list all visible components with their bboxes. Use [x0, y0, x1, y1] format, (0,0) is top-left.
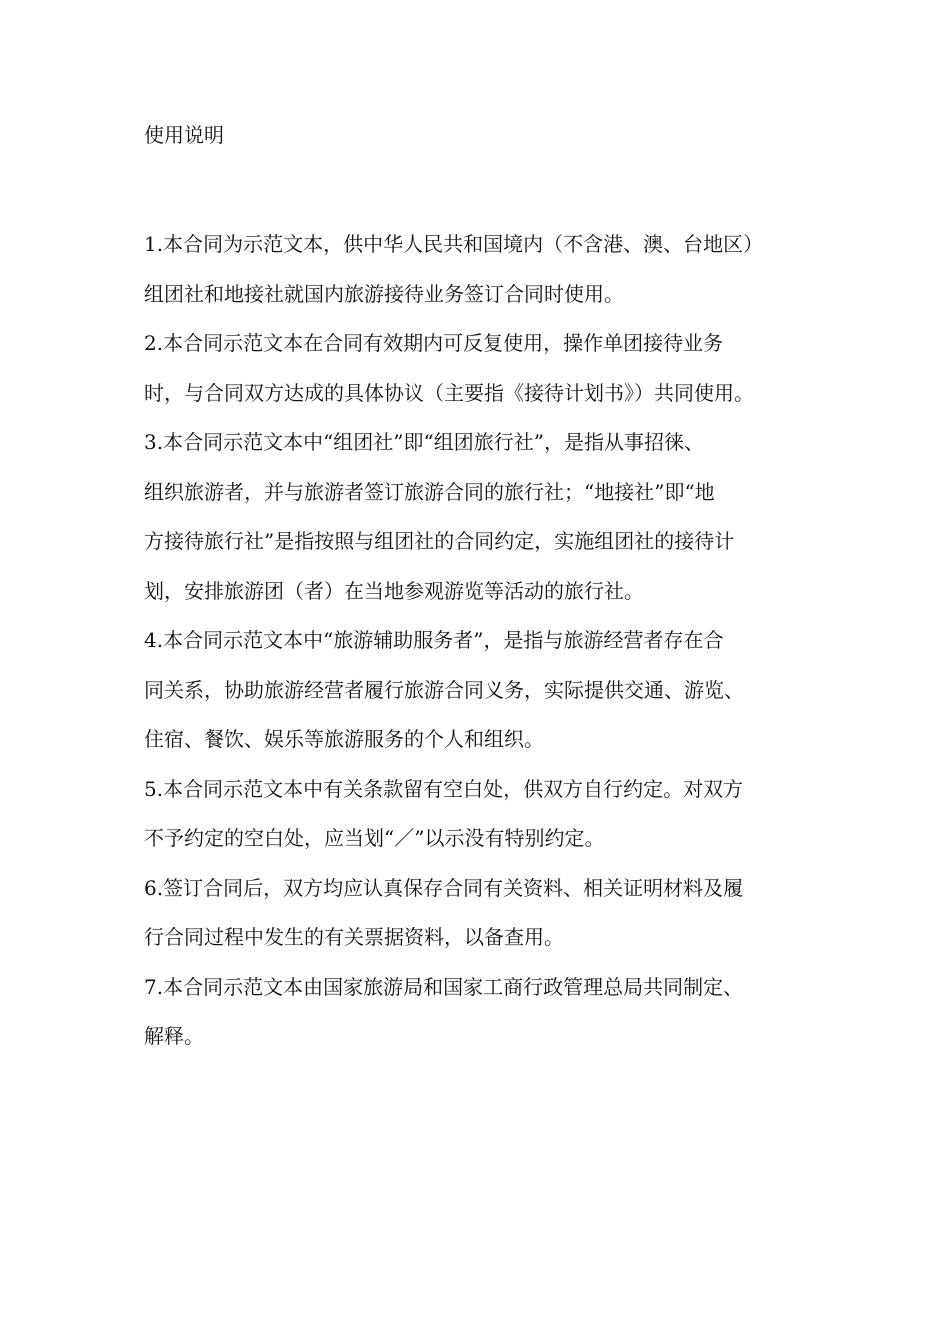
instruction-paragraph-6: [144, 864, 809, 963]
paragraph-line: 组织旅游者，并与旅游者签订旅游合同的旅行社；“地接社”即“地: [144, 479, 715, 504]
paragraph-line: 划，安排旅游团（者）在当地参观游览等活动的旅行社。: [144, 578, 644, 603]
instruction-paragraph-1: [144, 220, 809, 319]
paragraph-line: 住宿、餐饮、娱乐等旅游服务的个人和组织。: [144, 727, 544, 751]
paragraph-line: 不予约定的空白处，应当划“／”以示没有特别约定。: [144, 826, 605, 850]
instruction-paragraph-2: [144, 319, 809, 418]
paragraph-line: 组团社和地接社就国内旅游接待业务签订合同时使用。: [144, 281, 624, 306]
instructions-body: [144, 220, 809, 1062]
paragraph-line: 2.本合同示范文本在合同有效期内可反复使用，操作单团接待业务: [144, 331, 724, 355]
instruction-paragraph-4: [144, 616, 809, 765]
paragraph-line: 时，与合同双方达成的具体协议（主要指《接待计划书》）共同使用。: [144, 380, 754, 405]
instruction-paragraph-7: [144, 963, 809, 1062]
paragraph-line: 同关系，协助旅游经营者履行旅游合同义务，实际提供交通、游览、: [144, 677, 744, 702]
instruction-paragraph-5: [144, 765, 809, 864]
paragraph-line: 3.本合同示范文本中“组团社”即“组团旅行社”，是指从事招徕、: [144, 430, 704, 454]
paragraph-line: 行合同过程中发生的有关票据资料，以备查用。: [144, 925, 564, 949]
paragraph-line: 解释。: [144, 1024, 204, 1048]
paragraph-line: 4.本合同示范文本中“旅游辅助服务者”，是指与旅游经营者存在合: [144, 628, 724, 652]
instruction-paragraph-3: [144, 418, 809, 616]
paragraph-line: 方接待旅行社”是指按照与组团社的合同约定，实施组团社的接待计: [144, 529, 735, 553]
paragraph-line: 7.本合同示范文本由国家旅游局和国家工商行政管理总局共同制定、: [144, 974, 744, 999]
document-title: 使用说明: [144, 123, 224, 147]
paragraph-line: 6.签订合同后，双方均应认真保存合同有关资料、相关证明材料及履: [144, 875, 744, 900]
paragraph-line: 1.本合同为示范文本，供中华人民共和国境内（不含港、澳、台地区）: [144, 232, 764, 256]
paragraph-line: 5.本合同示范文本中有关条款留有空白处，供双方自行约定。对双方: [144, 776, 744, 801]
